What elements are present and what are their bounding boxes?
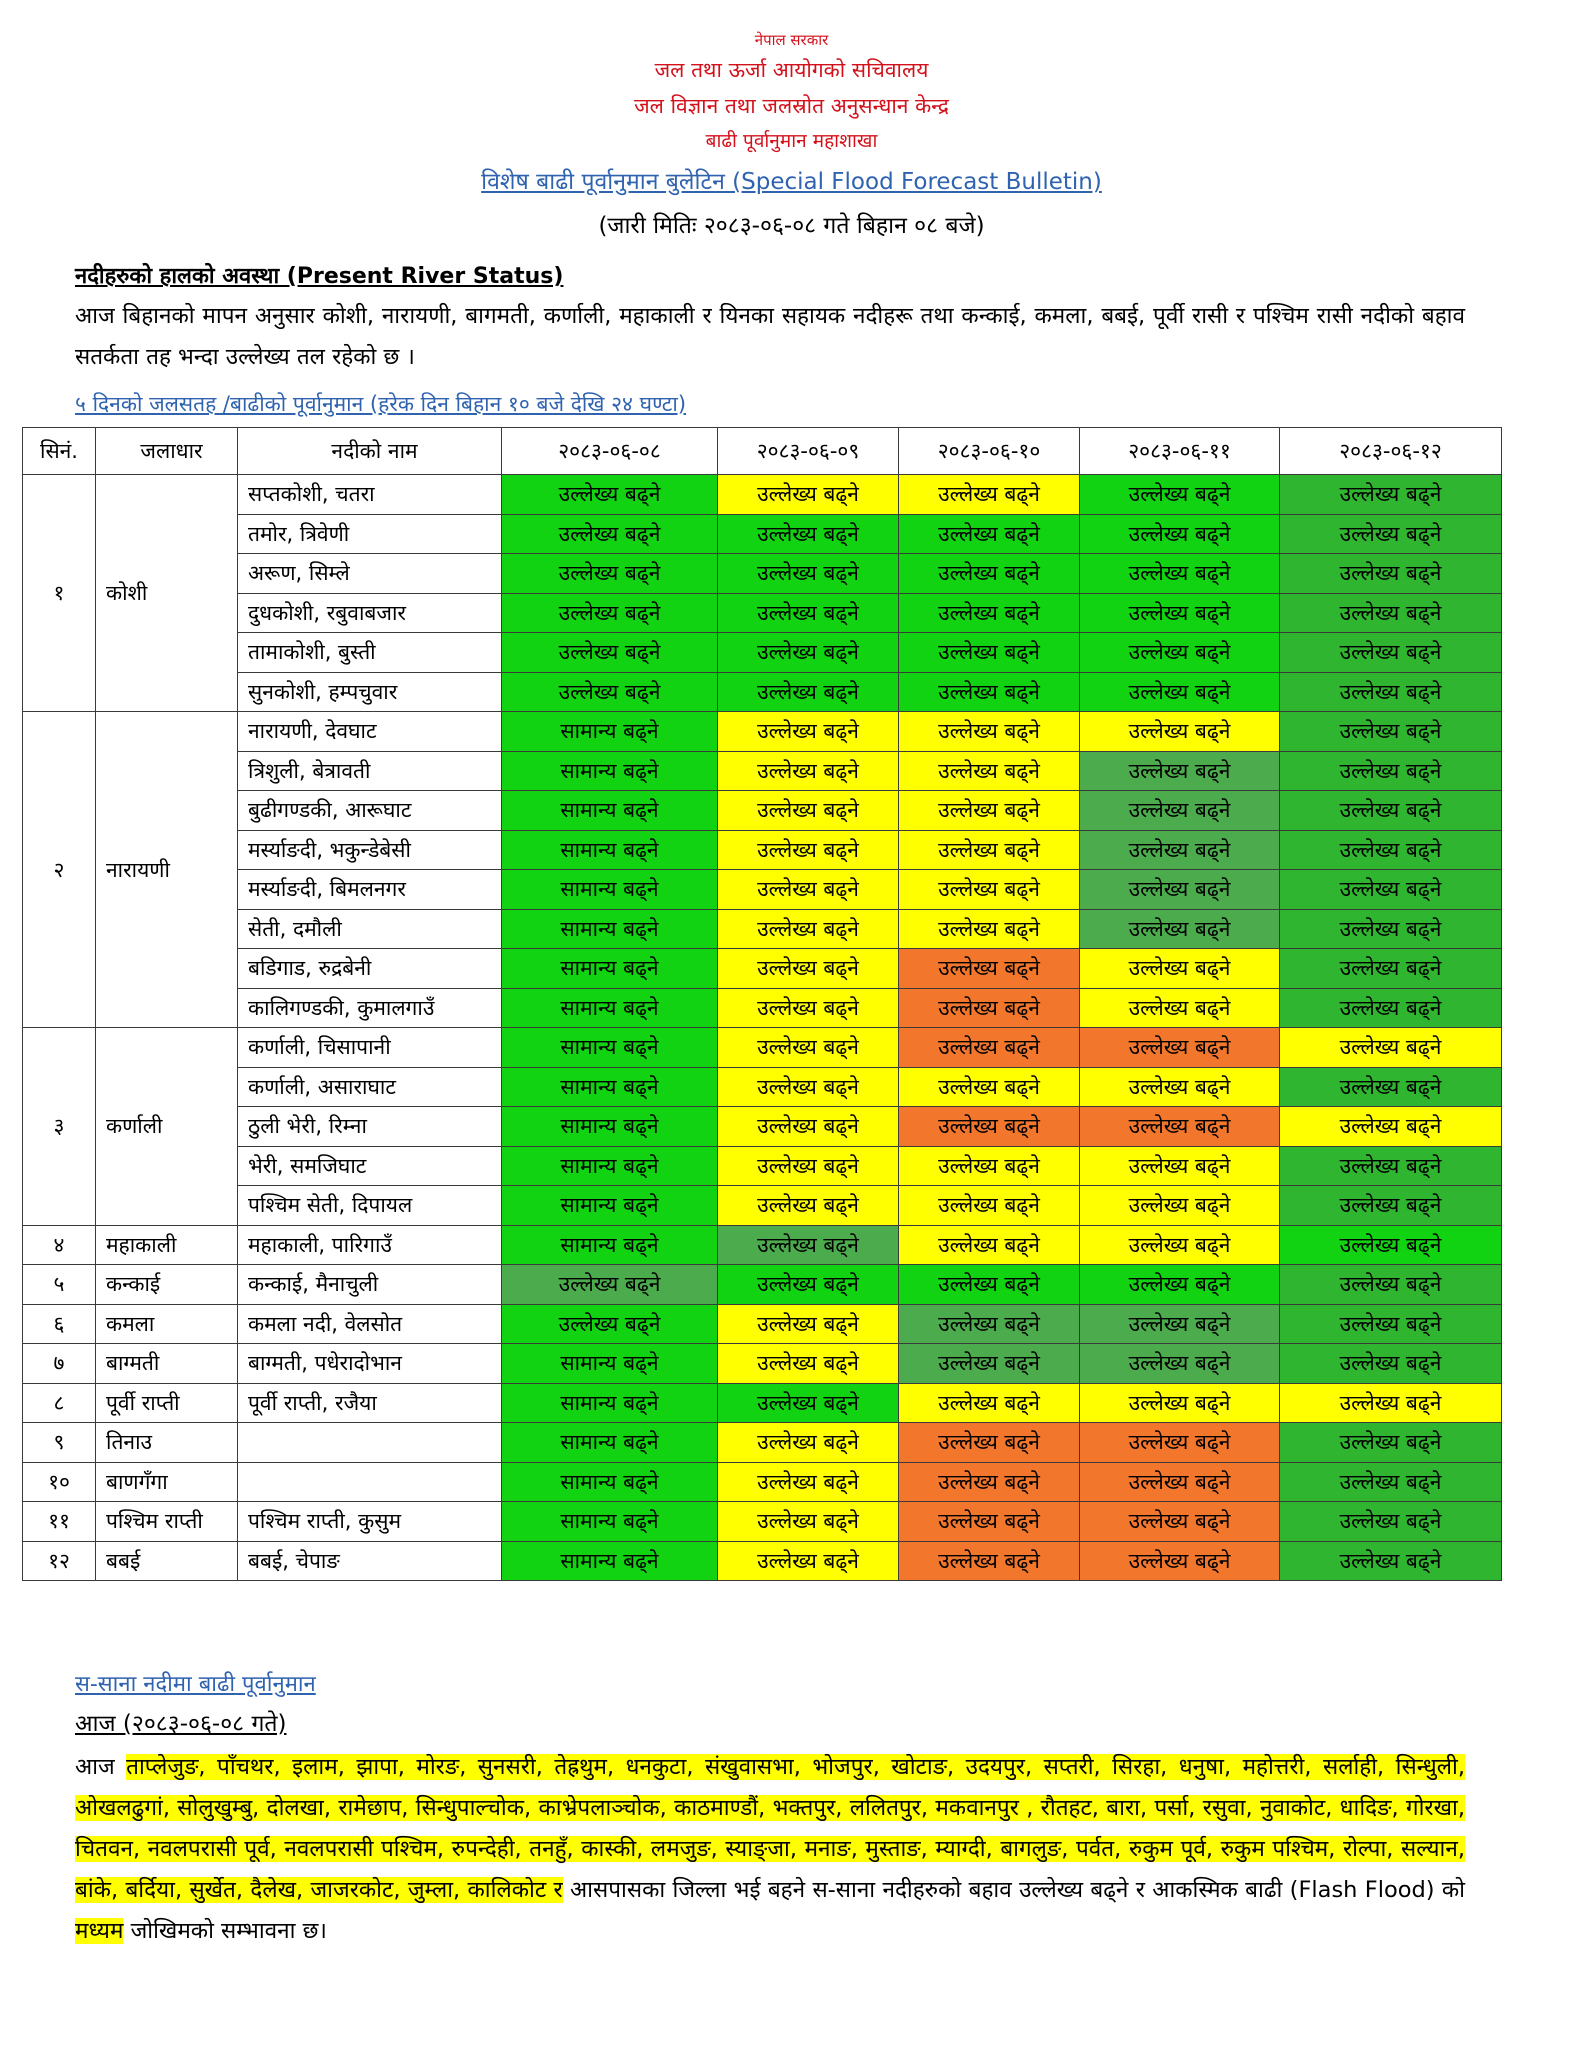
forecast-title: ५ दिनको जलसतह /बाढीको पूर्वानुमान (हरेक दिन बिहान १० बजे देखि २४ घण्टा)	[75, 392, 687, 416]
forecast-cell: उल्लेख्य बढ्ने	[1280, 870, 1502, 910]
forecast-cell: उल्लेख्य बढ्ने	[1080, 1502, 1280, 1542]
river-name: बुढीगण्डकी, आरूघाट	[238, 791, 502, 831]
forecast-cell: उल्लेख्य बढ्ने	[718, 1344, 899, 1384]
river-name: कमला नदी, वेलसोत	[238, 1304, 502, 1344]
river-name: पूर्वी राप्ती, रजैया	[238, 1383, 502, 1423]
serial-number: ९	[23, 1423, 96, 1463]
forecast-cell: उल्लेख्य बढ्ने	[718, 1383, 899, 1423]
basin-name: पश्चिम राप्ती	[96, 1502, 238, 1542]
forecast-cell: उल्लेख्य बढ्ने	[718, 1502, 899, 1542]
forecast-cell: उल्लेख्य बढ्ने	[718, 554, 899, 594]
forecast-cell: उल्लेख्य बढ्ने	[899, 830, 1080, 870]
forecast-cell: सामान्य बढ्ने	[502, 1462, 718, 1502]
small-rivers-suffix: जोखिमको सम्भावना छ।	[123, 1918, 327, 1944]
river-name: सुनकोशी, हम्पचुवार	[238, 672, 502, 712]
forecast-cell: सामान्य बढ्ने	[502, 1423, 718, 1463]
small-rivers-prefix: आज	[75, 1754, 127, 1780]
forecast-cell: उल्लेख्य बढ्ने	[718, 593, 899, 633]
table-header-row	[23, 428, 1502, 475]
forecast-cell: उल्लेख्य बढ्ने	[1280, 1067, 1502, 1107]
table-row	[23, 1423, 1502, 1463]
forecast-cell: उल्लेख्य बढ्ने	[718, 633, 899, 673]
forecast-cell: उल्लेख्य बढ्ने	[1280, 1028, 1502, 1068]
forecast-cell: उल्लेख्य बढ्ने	[1080, 1186, 1280, 1226]
serial-number: ११	[23, 1502, 96, 1542]
forecast-cell: उल्लेख्य बढ्ने	[718, 1028, 899, 1068]
forecast-cell: उल्लेख्य बढ्ने	[899, 1067, 1080, 1107]
forecast-cell: उल्लेख्य बढ्ने	[1280, 1541, 1502, 1581]
forecast-cell: उल्लेख्य बढ्ने	[718, 791, 899, 831]
table-row	[23, 1028, 1502, 1068]
forecast-cell: उल्लेख्य बढ्ने	[1280, 1186, 1502, 1226]
forecast-cell: उल्लेख्य बढ्ने	[1080, 1304, 1280, 1344]
forecast-cell: उल्लेख्य बढ्ने	[1280, 672, 1502, 712]
bulletin-title	[0, 164, 1583, 196]
serial-number: ४	[23, 1225, 96, 1265]
table-row	[23, 514, 1502, 554]
forecast-cell: उल्लेख्य बढ्ने	[899, 949, 1080, 989]
forecast-cell: उल्लेख्य बढ्ने	[502, 593, 718, 633]
forecast-cell: उल्लेख्य बढ्ने	[899, 909, 1080, 949]
forecast-cell: उल्लेख्य बढ्ने	[1080, 1462, 1280, 1502]
forecast-cell: उल्लेख्य बढ्ने	[899, 751, 1080, 791]
river-name: कर्णाली, असाराघाट	[238, 1067, 502, 1107]
forecast-cell: उल्लेख्य बढ्ने	[502, 1265, 718, 1305]
forecast-cell: उल्लेख्य बढ्ने	[899, 672, 1080, 712]
header-date-3: २०८३-०६-१०	[899, 428, 1080, 475]
river-name: तामाकोशी, बुस्ती	[238, 633, 502, 673]
forecast-cell: उल्लेख्य बढ्ने	[718, 830, 899, 870]
forecast-cell: उल्लेख्य बढ्ने	[502, 514, 718, 554]
forecast-cell: उल्लेख्य बढ्ने	[1080, 1541, 1280, 1581]
forecast-cell: उल्लेख्य बढ्ने	[899, 1028, 1080, 1068]
forecast-cell: उल्लेख्य बढ्ने	[1080, 1107, 1280, 1147]
district-list: ताप्लेजुङ, पाँचथर, इलाम, झापा, मोरङ, सुनसरी, तेह्रथुम, धनकुटा, संखुवासभा, भोजपुर, खोटाङ, उदयपुर, सप्तरी, सिरहा, धनुषा, महोत्तरी, सर्लाही, सिन्धुली, ओखलढुगां, सोलुखुम्बु, दोलखा, रामेछाप, सिन्धुपाल्चोक, काभ्रेपलाञ्चोक, काठमाण्डौं, भक्तपुर, ललितपुर, मकवानपुर , रौतहट, बारा, पर्सा, रसुवा, नुवाकोट, धादिङ, गोरखा, चितवन, नवलपरासी पूर्व, नवलपरासी पश्चिम, रुपन्देही, तनहुँ, कास्की, लमजुङ, स्याङ्जा, मनाङ, मुस्ताङ, म्याग्दी, बागलुङ, पर्वत, रुकुम पूर्व, रुकुम पश्चिम, रोल्पा, सल्यान, बांके, बर्दिया, सुर्खेत, दैलेख, जाजरकोट, जुम्ला, कालिकोट र	[75, 1754, 1466, 1903]
basin-name: कर्णाली	[96, 1028, 238, 1226]
forecast-cell: सामान्य बढ्ने	[502, 1383, 718, 1423]
issued-date: (जारी मितिः २०८३-०६-०८ गते बिहान ०८ बजे)	[598, 213, 985, 239]
forecast-cell: उल्लेख्य बढ्ने	[718, 1304, 899, 1344]
river-name: बाग्मती, पधेरादोभान	[238, 1344, 502, 1384]
river-name: पश्चिम सेती, दिपायल	[238, 1186, 502, 1226]
basin-name: कन्काई	[96, 1265, 238, 1305]
forecast-cell: उल्लेख्य बढ्ने	[899, 1383, 1080, 1423]
forecast-cell: उल्लेख्य बढ्ने	[899, 1225, 1080, 1265]
forecast-table	[22, 427, 1502, 1581]
forecast-cell: उल्लेख्य बढ्ने	[1280, 791, 1502, 831]
forecast-cell: सामान्य बढ्ने	[502, 1028, 718, 1068]
forecast-cell: उल्लेख्य बढ्ने	[1080, 1344, 1280, 1384]
forecast-cell: उल्लेख्य बढ्ने	[1080, 1067, 1280, 1107]
forecast-cell: उल्लेख्य बढ्ने	[899, 1423, 1080, 1463]
forecast-cell: उल्लेख्य बढ्ने	[718, 1462, 899, 1502]
forecast-cell: उल्लेख्य बढ्ने	[1080, 593, 1280, 633]
forecast-cell: सामान्य बढ्ने	[502, 830, 718, 870]
forecast-cell: उल्लेख्य बढ्ने	[1280, 1146, 1502, 1186]
forecast-cell: उल्लेख्य बढ्ने	[1080, 475, 1280, 515]
basin-name: तिनाउ	[96, 1423, 238, 1463]
forecast-cell: उल्लेख्य बढ्ने	[1280, 988, 1502, 1028]
basin-name: महाकाली	[96, 1225, 238, 1265]
forecast-cell: उल्लेख्य बढ्ने	[718, 909, 899, 949]
table-row	[23, 712, 1502, 752]
forecast-cell: उल्लेख्य बढ्ने	[1080, 633, 1280, 673]
forecast-cell: सामान्य बढ्ने	[502, 1067, 718, 1107]
present-status-title: नदीहरुको हालको अवस्था (Present River Status)	[75, 264, 564, 289]
forecast-cell: उल्लेख्य बढ्ने	[1080, 672, 1280, 712]
table-row	[23, 791, 1502, 831]
river-name: त्रिशुली, बेत्रावती	[238, 751, 502, 791]
serial-number: ६	[23, 1304, 96, 1344]
forecast-cell: उल्लेख्य बढ्ने	[718, 1067, 899, 1107]
forecast-cell: उल्लेख्य बढ्ने	[899, 1265, 1080, 1305]
forecast-cell: सामान्य बढ्ने	[502, 1541, 718, 1581]
river-name: दुधकोशी, रबुवाबजार	[238, 593, 502, 633]
river-name: बबई, चेपाङ	[238, 1541, 502, 1581]
forecast-cell: उल्लेख्य बढ्ने	[718, 1265, 899, 1305]
river-name: कर्णाली, चिसापानी	[238, 1028, 502, 1068]
forecast-cell: उल्लेख्य बढ्ने	[1280, 1344, 1502, 1384]
serial-number: १२	[23, 1541, 96, 1581]
table-row	[23, 633, 1502, 673]
forecast-cell: उल्लेख्य बढ्ने	[1280, 1502, 1502, 1542]
section-name: बाढी पूर्वानुमान महाशाखा	[705, 130, 878, 152]
forecast-cell: उल्लेख्य बढ्ने	[718, 1186, 899, 1226]
forecast-cell: उल्लेख्य बढ्ने	[718, 988, 899, 1028]
forecast-cell: उल्लेख्य बढ्ने	[1080, 1225, 1280, 1265]
forecast-cell: उल्लेख्य बढ्ने	[1080, 712, 1280, 752]
table-row	[23, 909, 1502, 949]
forecast-cell: उल्लेख्य बढ्ने	[1080, 751, 1280, 791]
forecast-cell: उल्लेख्य बढ्ने	[899, 1344, 1080, 1384]
table-row	[23, 1146, 1502, 1186]
forecast-cell: उल्लेख्य बढ्ने	[502, 1304, 718, 1344]
forecast-cell: उल्लेख्य बढ्ने	[899, 988, 1080, 1028]
forecast-cell: सामान्य बढ्ने	[502, 1186, 718, 1226]
small-rivers-title: स-साना नदीमा बाढी पूर्वानुमान	[75, 1672, 316, 1697]
table-row	[23, 1304, 1502, 1344]
header-basin: जलाधार	[96, 428, 238, 475]
forecast-cell: सामान्य बढ्ने	[502, 1225, 718, 1265]
forecast-cell: उल्लेख्य बढ्ने	[1080, 1423, 1280, 1463]
center-name: जल विज्ञान तथा जलस्रोत अनुसन्धान केन्द्र	[634, 94, 949, 118]
forecast-cell: सामान्य बढ्ने	[502, 1502, 718, 1542]
small-rivers-middle: आसपासका जिल्ला भई बहने स-साना नदीहरुको बहाव उल्लेख्य बढ्ने र आकस्मिक बाढी (Flash Flood) को	[562, 1877, 1465, 1903]
header-date-5: २०८३-०६-१२	[1280, 428, 1502, 475]
forecast-cell: उल्लेख्य बढ्ने	[718, 1225, 899, 1265]
forecast-cell: उल्लेख्य बढ्ने	[1280, 593, 1502, 633]
forecast-cell: उल्लेख्य बढ्ने	[1080, 909, 1280, 949]
present-status-text: आज बिहानको मापन अनुसार कोशी, नारायणी, बागमती, कर्णाली, महाकाली र यिनका सहायक नदीहरू तथा कन्काई, कमला, बबई, पूर्वी रासी र पश्चिम रासी नदीको बहाव सतर्कता तह भन्दा उल्लेख्य तल रहेको छ ।	[75, 303, 1465, 370]
forecast-cell: उल्लेख्य बढ्ने	[1280, 1383, 1502, 1423]
forecast-cell: उल्लेख्य बढ्ने	[899, 1107, 1080, 1147]
river-name: कालिगण्डकी, कुमालगाउँ	[238, 988, 502, 1028]
table-row	[23, 988, 1502, 1028]
river-name: मर्स्याङदी, भकुन्डेबेसी	[238, 830, 502, 870]
forecast-cell: उल्लेख्य बढ्ने	[1080, 514, 1280, 554]
forecast-cell: उल्लेख्य बढ्ने	[1280, 475, 1502, 515]
serial-number: ८	[23, 1383, 96, 1423]
forecast-cell: उल्लेख्य बढ्ने	[899, 1146, 1080, 1186]
header-date-4: २०८३-०६-११	[1080, 428, 1280, 475]
basin-name: नारायणी	[96, 712, 238, 1028]
forecast-cell: उल्लेख्य बढ्ने	[1280, 1225, 1502, 1265]
forecast-cell: उल्लेख्य बढ्ने	[1280, 751, 1502, 791]
forecast-cell: उल्लेख्य बढ्ने	[502, 633, 718, 673]
table-row	[23, 475, 1502, 515]
forecast-cell: उल्लेख्य बढ्ने	[718, 475, 899, 515]
forecast-cell: उल्लेख्य बढ्ने	[1280, 514, 1502, 554]
forecast-cell: उल्लेख्य बढ्ने	[1280, 554, 1502, 594]
forecast-cell: उल्लेख्य बढ्ने	[502, 554, 718, 594]
river-name: तमोर, त्रिवेणी	[238, 514, 502, 554]
forecast-cell: उल्लेख्य बढ्ने	[1080, 791, 1280, 831]
header-date-1: २०८३-०६-०८	[502, 428, 718, 475]
forecast-cell: उल्लेख्य बढ्ने	[1280, 712, 1502, 752]
river-name: कन्काई, मैनाचुली	[238, 1265, 502, 1305]
forecast-cell: उल्लेख्य बढ्ने	[502, 475, 718, 515]
header-date-2: २०८३-०६-०९	[718, 428, 899, 475]
table-row	[23, 751, 1502, 791]
table-row	[23, 870, 1502, 910]
forecast-cell: उल्लेख्य बढ्ने	[1280, 830, 1502, 870]
forecast-cell: उल्लेख्य बढ्ने	[1280, 1423, 1502, 1463]
forecast-cell: उल्लेख्य बढ्ने	[899, 475, 1080, 515]
forecast-cell: सामान्य बढ्ने	[502, 1344, 718, 1384]
forecast-cell: उल्लेख्य बढ्ने	[1080, 870, 1280, 910]
serial-number: ७	[23, 1344, 96, 1384]
forecast-cell: उल्लेख्य बढ्ने	[899, 1502, 1080, 1542]
table-row	[23, 1107, 1502, 1147]
secretariat-name: जल तथा ऊर्जा आयोगको सचिवालय	[654, 58, 929, 82]
forecast-cell: उल्लेख्य बढ्ने	[1080, 1146, 1280, 1186]
forecast-cell: उल्लेख्य बढ्ने	[1280, 1462, 1502, 1502]
forecast-cell: उल्लेख्य बढ्ने	[1280, 949, 1502, 989]
river-name: बडिगाड, रुद्रबेनी	[238, 949, 502, 989]
table-row	[23, 554, 1502, 594]
forecast-cell: उल्लेख्य बढ्ने	[899, 1462, 1080, 1502]
header-river: नदीको नाम	[238, 428, 502, 475]
forecast-cell: उल्लेख्य बढ्ने	[899, 791, 1080, 831]
forecast-cell: उल्लेख्य बढ्ने	[899, 554, 1080, 594]
basin-name: पूर्वी राप्ती	[96, 1383, 238, 1423]
table-row	[23, 949, 1502, 989]
forecast-cell: उल्लेख्य बढ्ने	[718, 1423, 899, 1463]
forecast-cell: सामान्य बढ्ने	[502, 1107, 718, 1147]
forecast-cell: उल्लेख्य बढ्ने	[1080, 554, 1280, 594]
forecast-cell: उल्लेख्य बढ्ने	[718, 1541, 899, 1581]
govt-name: नेपाल सरकार	[754, 31, 829, 49]
forecast-cell: उल्लेख्य बढ्ने	[718, 672, 899, 712]
river-name: सप्तकोशी, चतरा	[238, 475, 502, 515]
table-row	[23, 1067, 1502, 1107]
forecast-cell: उल्लेख्य बढ्ने	[718, 751, 899, 791]
forecast-cell: सामान्य बढ्ने	[502, 909, 718, 949]
table-row	[23, 1383, 1502, 1423]
forecast-cell: उल्लेख्य बढ्ने	[1280, 633, 1502, 673]
river-name: भेरी, समजिघाट	[238, 1146, 502, 1186]
forecast-cell: उल्लेख्य बढ्ने	[1080, 1028, 1280, 1068]
forecast-cell: उल्लेख्य बढ्ने	[718, 1146, 899, 1186]
basin-name: बाग्मती	[96, 1344, 238, 1384]
forecast-cell: उल्लेख्य बढ्ने	[899, 712, 1080, 752]
basin-name: बाणगँगा	[96, 1462, 238, 1502]
river-name	[238, 1423, 502, 1463]
basin-name: बबई	[96, 1541, 238, 1581]
forecast-cell: उल्लेख्य बढ्ने	[899, 593, 1080, 633]
table-row	[23, 1186, 1502, 1226]
forecast-cell: सामान्य बढ्ने	[502, 791, 718, 831]
table-row	[23, 1502, 1502, 1542]
forecast-cell: उल्लेख्य बढ्ने	[718, 1107, 899, 1147]
today-label: आज (२०८३-०६-०८ गते)	[75, 1711, 287, 1737]
risk-level: मध्यम	[75, 1918, 124, 1944]
serial-number: १	[23, 475, 96, 712]
forecast-cell: उल्लेख्य बढ्ने	[718, 514, 899, 554]
forecast-cell: उल्लेख्य बढ्ने	[718, 712, 899, 752]
table-row	[23, 1225, 1502, 1265]
forecast-table-body	[23, 475, 1502, 1581]
river-name: महाकाली, पारिगाउँ	[238, 1225, 502, 1265]
table-row	[23, 1462, 1502, 1502]
river-name: अरूण, सिम्ले	[238, 554, 502, 594]
river-name: मर्स्याङदी, बिमलनगर	[238, 870, 502, 910]
table-row	[23, 1344, 1502, 1384]
table-row	[23, 1541, 1502, 1581]
river-name: पश्चिम राप्ती, कुसुम	[238, 1502, 502, 1542]
table-row	[23, 593, 1502, 633]
table-row	[23, 1265, 1502, 1305]
forecast-cell: सामान्य बढ्ने	[502, 949, 718, 989]
forecast-cell: उल्लेख्य बढ्ने	[1280, 1265, 1502, 1305]
forecast-cell: सामान्य बढ्ने	[502, 870, 718, 910]
river-name: सेती, दमौली	[238, 909, 502, 949]
small-rivers-text	[75, 1747, 1465, 1952]
forecast-cell: उल्लेख्य बढ्ने	[1080, 949, 1280, 989]
serial-number: १०	[23, 1462, 96, 1502]
forecast-cell: सामान्य बढ्ने	[502, 988, 718, 1028]
table-row	[23, 830, 1502, 870]
forecast-cell: सामान्य बढ्ने	[502, 1146, 718, 1186]
forecast-cell: उल्लेख्य बढ्ने	[1080, 1265, 1280, 1305]
serial-number: ५	[23, 1265, 96, 1305]
serial-number: २	[23, 712, 96, 1028]
bulletin-title-text: विशेष बाढी पूर्वानुमान बुलेटिन (Special Flood Forecast Bulletin)	[481, 169, 1102, 195]
river-name	[238, 1462, 502, 1502]
forecast-cell: उल्लेख्य बढ्ने	[1080, 1383, 1280, 1423]
table-row	[23, 672, 1502, 712]
basin-name: कोशी	[96, 475, 238, 712]
forecast-cell: उल्लेख्य बढ्ने	[899, 1541, 1080, 1581]
forecast-cell: उल्लेख्य बढ्ने	[899, 870, 1080, 910]
forecast-cell: उल्लेख्य बढ्ने	[899, 1304, 1080, 1344]
forecast-cell: सामान्य बढ्ने	[502, 751, 718, 791]
forecast-cell: उल्लेख्य बढ्ने	[1080, 988, 1280, 1028]
forecast-cell: उल्लेख्य बढ्ने	[1080, 830, 1280, 870]
forecast-cell: उल्लेख्य बढ्ने	[1280, 1107, 1502, 1147]
serial-number: ३	[23, 1028, 96, 1226]
forecast-cell: उल्लेख्य बढ्ने	[718, 870, 899, 910]
river-name: ठुली भेरी, रिम्ना	[238, 1107, 502, 1147]
forecast-cell: उल्लेख्य बढ्ने	[899, 1186, 1080, 1226]
header-sn: सिनं.	[23, 428, 96, 475]
forecast-cell: उल्लेख्य बढ्ने	[718, 949, 899, 989]
river-name: नारायणी, देवघाट	[238, 712, 502, 752]
forecast-cell: उल्लेख्य बढ्ने	[899, 633, 1080, 673]
forecast-cell: उल्लेख्य बढ्ने	[502, 672, 718, 712]
basin-name: कमला	[96, 1304, 238, 1344]
forecast-cell: सामान्य बढ्ने	[502, 712, 718, 752]
forecast-cell: उल्लेख्य बढ्ने	[1280, 1304, 1502, 1344]
forecast-cell: उल्लेख्य बढ्ने	[1280, 909, 1502, 949]
forecast-cell: उल्लेख्य बढ्ने	[899, 514, 1080, 554]
